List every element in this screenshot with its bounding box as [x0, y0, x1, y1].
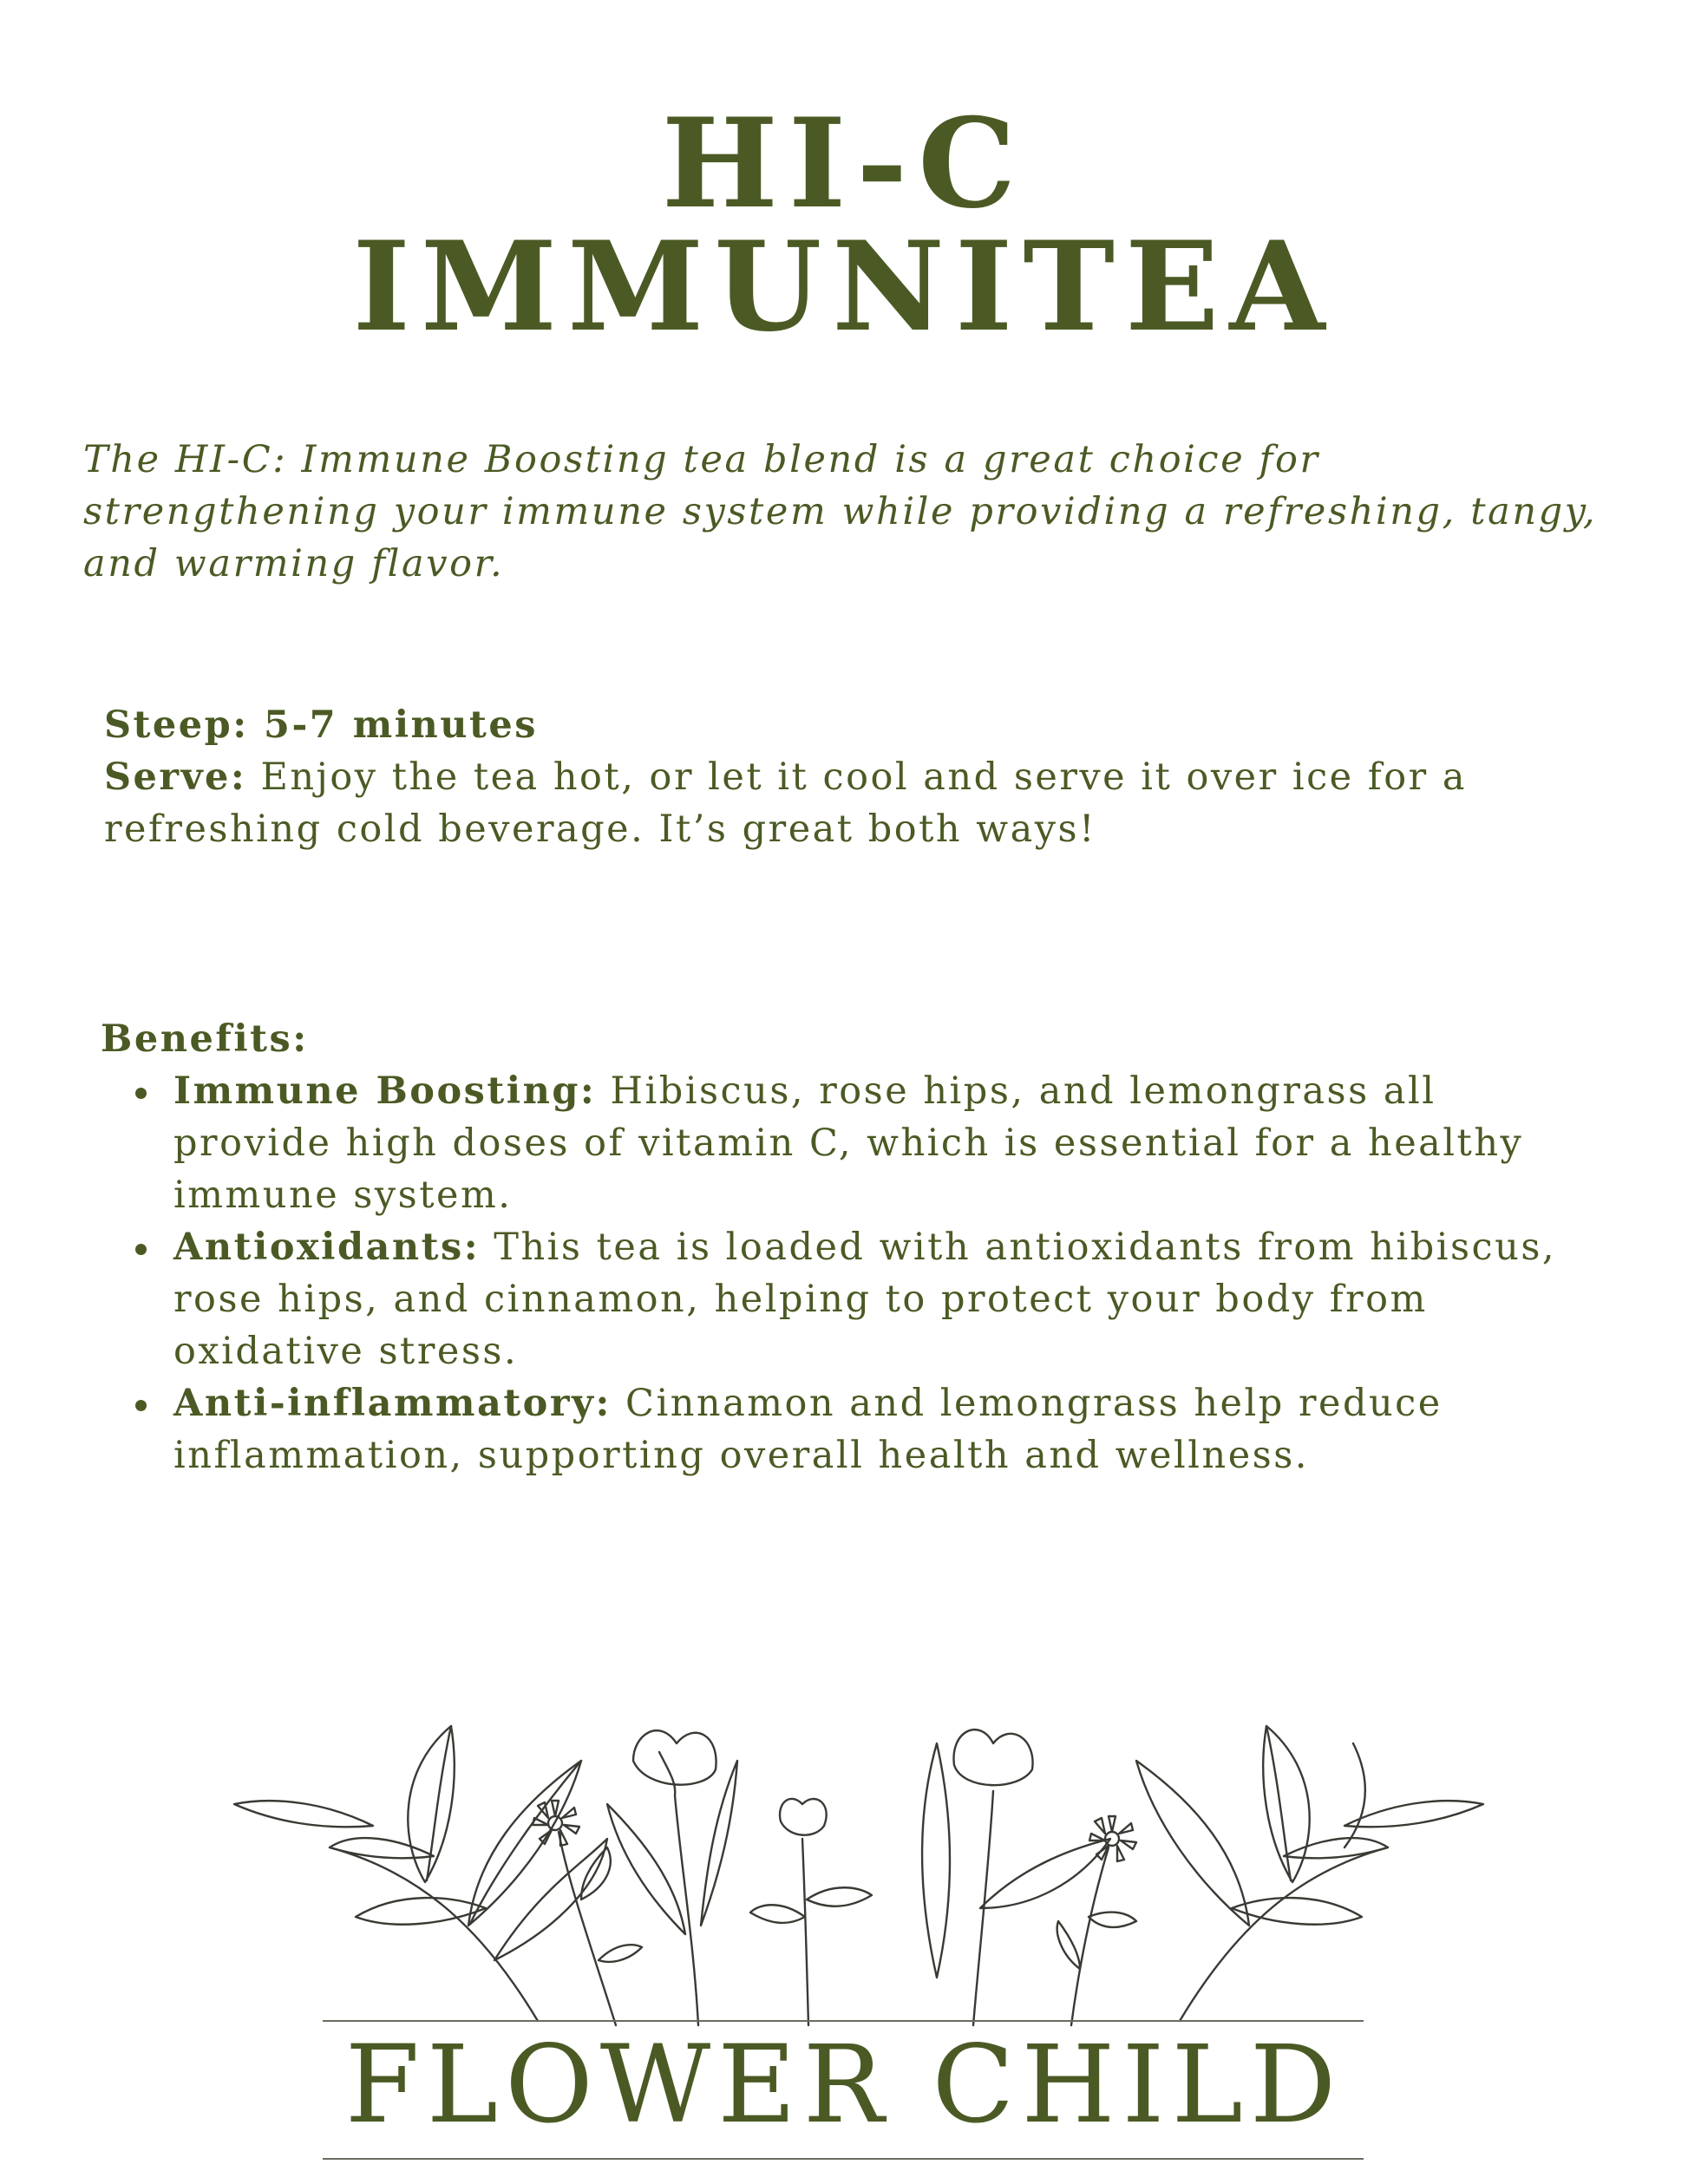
benefit-label: Anti-inflammatory:: [173, 1382, 612, 1425]
list-item: [173, 1221, 1561, 1377]
steep-label: Steep: 5-7 minutes: [104, 703, 538, 747]
benefit-label: Antioxidants:: [173, 1226, 481, 1269]
right-tulip: [922, 1730, 1110, 2025]
benefit-text: This tea is loaded with antioxidants from hibiscus, rose hips, and cinnamon, helping to protect your body from oxidative stress.: [173, 1226, 1557, 1373]
bottom-divider: [323, 2158, 1364, 2160]
serve-label: Serve:: [104, 755, 247, 799]
brand-name: FLOWER CHILD: [344, 2023, 1344, 2148]
list-item: [173, 1377, 1561, 1481]
benefit-label: Immune Boosting:: [173, 1069, 597, 1113]
center-flower: [750, 1799, 872, 2025]
preparation-block: [104, 699, 1509, 855]
left-leaf-branch: [234, 1726, 607, 2021]
title-line-2: IMMUNITEA: [352, 215, 1336, 359]
floral-illustration: [226, 1709, 1492, 2038]
left-daisy: [533, 1801, 642, 2025]
benefits-heading: Benefits:: [101, 1017, 309, 1061]
top-divider: [323, 2020, 1364, 2022]
right-daisy: [1057, 1816, 1136, 2025]
intro-paragraph: The HI-C: Immune Boosting tea blend is a great choice for strengthening your immune system while providing a refreshing, tangy, and warming flavor.: [83, 438, 1598, 585]
serve-text: Enjoy the tea hot, or let it cool and serve it over ice for a refreshing cold beverage. It’s great both ways!: [104, 755, 1467, 851]
right-leaf-branch: [1136, 1726, 1483, 2021]
list-item: [173, 1065, 1561, 1221]
page-title: [0, 92, 1688, 359]
benefit-text: Hibiscus, rose hips, and lemongrass all provide high doses of vitamin C, which is essential for a healthy immune system.: [173, 1069, 1524, 1217]
serve-paragraph: [104, 751, 1509, 855]
title-line-1: HI-C: [661, 92, 1027, 236]
benefits-list: [173, 1065, 1561, 1481]
benefit-text: Cinnamon and lemongrass help reduce inflammation, supporting overall health and wellness.: [173, 1382, 1443, 1477]
left-tulip: [607, 1730, 737, 2025]
